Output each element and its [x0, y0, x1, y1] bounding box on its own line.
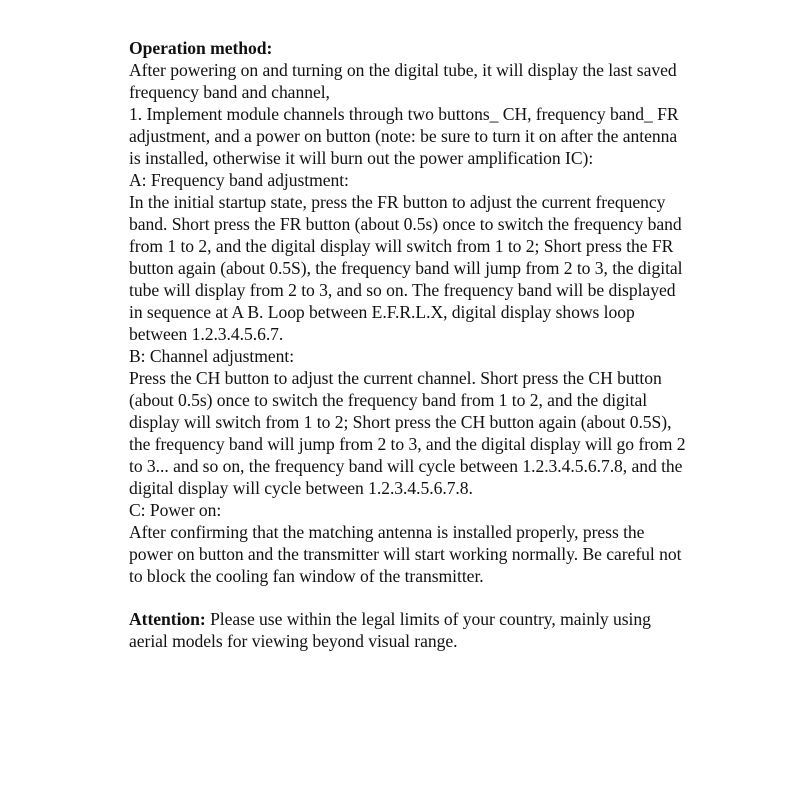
section-c-title: C: Power on:	[129, 500, 222, 520]
operation-method-heading: Operation method:	[129, 38, 273, 58]
step-1-paragraph: 1. Implement module channels through two buttons_ CH, frequency band_ FR adjustment, and a power on button (note: be sure to turn it on after the antenna is installed, otherwise it will burn out the power amplification IC):	[129, 104, 679, 168]
section-a-body: In the initial startup state, press the FR button to adjust the current frequency band. Short press the FR button (about 0.5s) once to switch the frequency band from 1 to 2, and the digital display will switch from 1 to 2; Short press the FR button again (about 0.5S), the frequency band will jump from 2 to 3, the digital tube will display from 2 to 3, and so on. The frequency band will be displayed in sequence at A B. Loop between E.F.R.L.X, digital display shows loop between 1.2.3.4.5.6.7.	[129, 192, 683, 344]
section-b-title: B: Channel adjustment:	[129, 346, 295, 366]
attention-text: Please use within the legal limits of your country, mainly using aerial models for viewing beyond visual range.	[129, 609, 651, 651]
intro-paragraph: After powering on and turning on the digital tube, it will display the last saved frequency band and channel,	[129, 60, 677, 102]
document-body	[129, 37, 689, 652]
attention-label: Attention:	[129, 609, 206, 629]
paragraph-gap	[129, 587, 689, 608]
section-b-body: Press the CH button to adjust the current channel. Short press the CH button (about 0.5s) once to switch the frequency band from 1 to 2, and the digital display will switch from 1 to 2; Short press the CH button again (about 0.5S), the frequency band will jump from 2 to 3, and the digital display will go from 2 to 3... and so on, the frequency band will cycle between 1.2.3.4.5.6.7.8, and the digital display will cycle between 1.2.3.4.5.6.7.8.	[129, 368, 686, 498]
section-c-body: After confirming that the matching antenna is installed properly, press the power on button and the transmitter will start working normally. Be careful not to block the cooling fan window of the transmitter.	[129, 522, 682, 586]
attention-paragraph	[129, 608, 689, 652]
section-a-title: A: Frequency band adjustment:	[129, 170, 349, 190]
